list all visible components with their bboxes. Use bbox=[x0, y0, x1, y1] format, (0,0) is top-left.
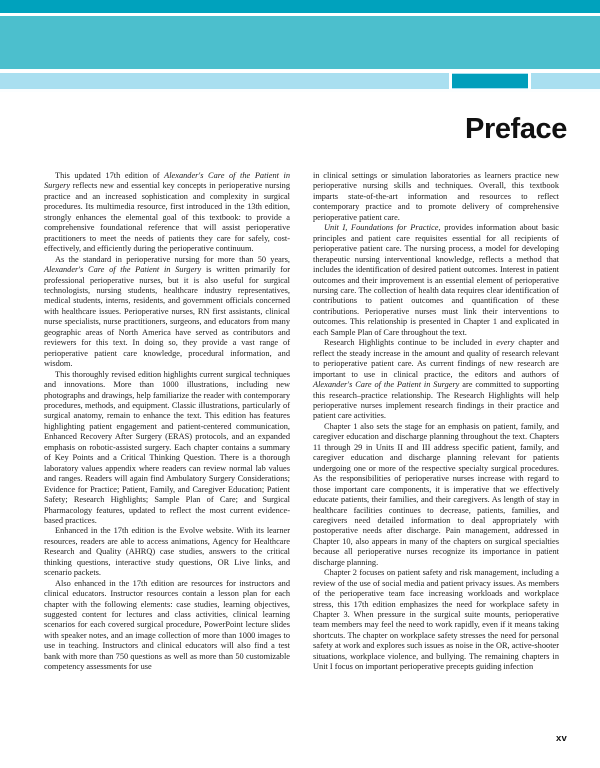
text-run: is written primarily for professional perioperative nurses, but it is also useful for surgical technologists, nursing students, healthcare industry representatives, medical students, interns, residents, and government officials concerned with healthcare issues. Perioperative nurses, RN first assistants, clinical nurse specialists, nurse practitioners, surgeons, and educators from many geographic areas of North America have served as contributors and reviewers for this text. In doing so, they provide a vast range of perioperative patient care knowledge, procedural information, and wisdom. bbox=[44, 265, 291, 369]
column-right bbox=[313, 171, 559, 726]
column-left bbox=[44, 171, 290, 726]
italic-run: every bbox=[496, 338, 515, 348]
paragraph bbox=[313, 171, 559, 223]
header-band-mid bbox=[0, 16, 600, 69]
paragraph bbox=[313, 338, 559, 422]
text-run: Chapter 1 also sets the stage for an emphasis on patient, family, and caregiver education and discharge planning throughout the text. Chapters 11 through 29 in Units II and III address specific patient, family, and caregiver education and discharge planning relevant for patients undergoing one or more of the respective specialty surgical procedures. As the responsibilities of perioperative nurses increase with regard to those important care components, it is imperative that we effectively educate patients, their families, and their caregivers. As length of stay in healthcare facilities continues to decrease, patients, families, and caregivers need detailed information to deal appropriately with postoperative needs after discharge. Pain management, addressed in Chapter 10, also appears in many of the chapters on surgical specialties because all perioperative nurses recognize its importance in patient discharge planning. bbox=[313, 421, 559, 567]
text-run: Also enhanced in the 17th edition are resources for instructors and clinical educators. Instructor resources contain a lesson plan for each chapter with the following elements: case studies, learning objectives, suggested content for lectures and class activities, clinical learning scenarios for each covered surgical procedure, PowerPoint lecture slides with speaker notes, and an image collection of more than 1000 images to use in teaching. Instructors and clinical educators will also find a test bank with more than 750 questions as well as more than 50 customizable competency assessments for use bbox=[44, 578, 290, 672]
text-run: reflects new and essential key concepts in perioperative nursing practice and an increased sophistication and complexity in surgical procedures. Its multimedia resource, first introduced in the 13th edition, strongly enhances the elemental goal of this textbook: to provide a comprehensive foundational reference that will assist perioperative practitioners to meet the needs of patients they care for safely, cost-effectively, and efficiently during the perioperative continuum. bbox=[44, 181, 290, 254]
text-run: This updated 17th edition of bbox=[55, 171, 165, 180]
paragraph bbox=[44, 370, 290, 527]
italic-run: Alexander's Care of the Patient in Surgery bbox=[313, 380, 460, 390]
text-run: This thoroughly revised edition highlights current surgical techniques and innovations. More than 1000 illustrations, including new photographs and drawings, help familiarize the reader with contemporary procedures, methods, and equipment. Classic illustrations, particularly of surgical anatomy, remain to enhance the text. This edition has features highlighting patient engagement and patient-centered communication, Enhanced Recovery After Surgery (ERAS) protocols, and an expanded emphasis on robotic-assisted surgery. Each chapter contains a summary of Key Points and a Critical Thinking Question. There is a thorough laboratory values appendix where readers can review normal lab values and ranges. Readers will again find Ambulatory Surgery Considerations; Evidence for Practice; Patient, Family, and Caregiver Education; Patient Safety; Research Highlights; Sample Plan of Care; and Surgical Pharmacology features, updated to reflect the most current evidence-based practices. bbox=[44, 369, 290, 525]
page-title: Preface bbox=[465, 113, 567, 146]
header-band-dark bbox=[0, 0, 600, 13]
text-run: Chapter 2 focuses on patient safety and risk management, including a review of the use of social media and patient privacy issues. As members of the perioperative team face increasing workloads and workplace stress, this 17th edition emphasizes the need for workplace safety in Chapter 3. When pressure in the surgical suite mounts, perioperative team members may feel the need to work rapidly, even if it means taking shortcuts. The chapter on workplace safety stresses the need for personal safety at work and explores such issues as noise in the OR, active-shooter situations, workplace violence, and bullying. The remaining chapters in Unit I focus on important perioperative precepts guiding infection bbox=[313, 568, 559, 672]
text-run: in clinical settings or simulation laboratories as learners practice new perioperative nursing skills and techniques. Overall, this textbook imparts state-of-the-art information and resources to reflect contemporary practice and to promote delivery of comprehensive perioperative patient care. bbox=[313, 171, 559, 222]
paragraph bbox=[313, 568, 559, 673]
text-run: As the standard in perioperative nursing for more than 50 years, bbox=[55, 254, 290, 264]
paragraph bbox=[313, 223, 559, 338]
header-accent-gap-right bbox=[528, 73, 531, 89]
header-band-fade bbox=[0, 89, 600, 92]
paragraph bbox=[44, 255, 290, 370]
text-run: Research Highlights continue to be included in bbox=[324, 338, 497, 348]
italic-run: Unit I, Foundations for Practice, bbox=[324, 223, 441, 233]
paragraph bbox=[44, 526, 290, 578]
text-run: provides information about basic principles and patient care requisites essential for all recipients of perioperative patient care. The nursing process, a model for developing therapeutic nursing interventional knowledge, reflects a method that includes the identification of desired patient outcomes. Interest in patient outcomes and their improvement is an essential element of perioperative nursing care. The collection of health data requires clear identification of contributions to patient outcomes and quantification of these contributions. Perioperative nurses must link their interventions to outcomes. This relationship is presented in Chapter 1 and explicated in each Sample Plan of Care throughout the text. bbox=[313, 223, 559, 337]
body-columns bbox=[44, 171, 559, 726]
paragraph bbox=[44, 171, 290, 255]
header-decoration bbox=[0, 0, 600, 92]
text-run: Enhanced in the 17th edition is the Evolve website. With its learner resources, readers are able to access animations, Agency for Healthcare Research and Quality (AHRQ) case studies, answers to the critical thinking questions, interactive study questions, OR Live links, and scenario packets. bbox=[44, 526, 290, 578]
page-number: xv bbox=[556, 733, 567, 744]
paragraph bbox=[44, 579, 290, 673]
italic-run: Alexander's Care of the Patient in Surgery bbox=[44, 265, 202, 275]
text-run: chapter and reflect the steady increase in the amount and quality of research relevant to perioperative patient care. As current findings of new research are important to use in clinical practice, the editors and authors of bbox=[313, 338, 559, 379]
text-run: are committed to supporting this research–practice relationship. The Research Highlights will help perioperative nurses implement research findings in their practice and patient care activities. bbox=[313, 380, 559, 421]
header-accent-block bbox=[452, 74, 528, 88]
paragraph bbox=[313, 422, 559, 568]
italic-run: Alexander's Care of the Patient in Surgery bbox=[44, 171, 290, 191]
